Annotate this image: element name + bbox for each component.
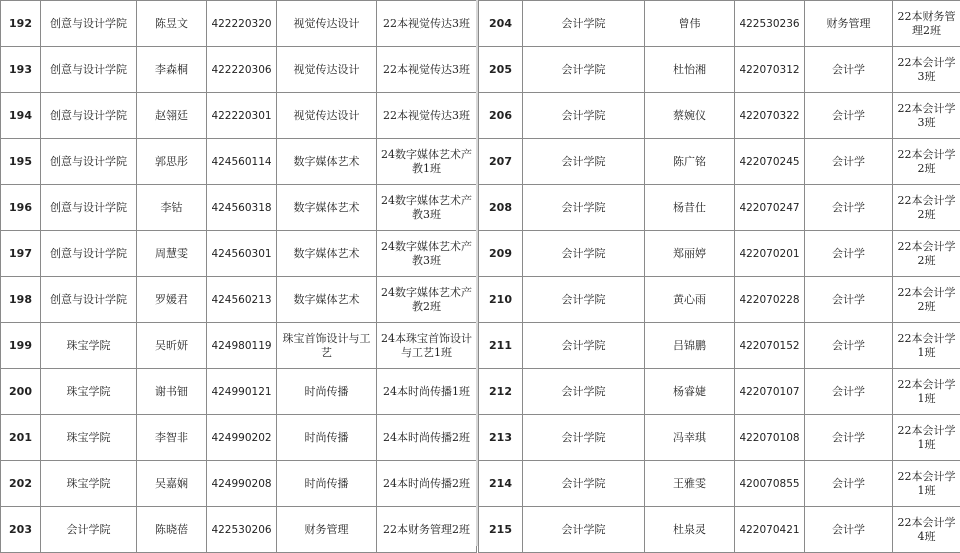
student-id-cell: 424990208 [207, 461, 277, 507]
student-id-cell: 422070152 [735, 323, 805, 369]
school-cell: 珠宝学院 [41, 415, 137, 461]
student-name-cell: 黄心雨 [645, 277, 735, 323]
student-id-cell: 422220320 [207, 1, 277, 47]
student-name-cell: 李智非 [137, 415, 207, 461]
major-cell: 会计学 [805, 507, 893, 553]
class-cell: 22本会计学1班 [893, 461, 960, 507]
row-number: 212 [479, 369, 523, 415]
student-id-cell: 422070245 [735, 139, 805, 185]
class-cell: 22本会计学1班 [893, 323, 960, 369]
school-cell: 会计学院 [523, 277, 645, 323]
row-number: 202 [1, 461, 41, 507]
row-number: 207 [479, 139, 523, 185]
row-number: 196 [1, 185, 41, 231]
class-cell: 22本会计学1班 [893, 369, 960, 415]
table-row [479, 415, 960, 461]
major-cell: 数字媒体艺术 [277, 277, 377, 323]
student-name-cell: 李森桐 [137, 47, 207, 93]
left-table-body [1, 1, 477, 553]
major-cell: 时尚传播 [277, 461, 377, 507]
major-cell: 视觉传达设计 [277, 47, 377, 93]
student-name-cell: 谢书钿 [137, 369, 207, 415]
student-id-cell: 422070107 [735, 369, 805, 415]
row-number: 209 [479, 231, 523, 277]
student-id-cell: 424560114 [207, 139, 277, 185]
row-number: 215 [479, 507, 523, 553]
major-cell: 会计学 [805, 461, 893, 507]
major-cell: 会计学 [805, 139, 893, 185]
table-row [479, 461, 960, 507]
class-cell: 22本视觉传达3班 [377, 47, 477, 93]
student-name-cell: 郑丽婷 [645, 231, 735, 277]
student-id-cell: 424560318 [207, 185, 277, 231]
school-cell: 会计学院 [523, 185, 645, 231]
school-cell: 珠宝学院 [41, 323, 137, 369]
major-cell: 会计学 [805, 369, 893, 415]
table-row [1, 231, 477, 277]
major-cell: 时尚传播 [277, 369, 377, 415]
student-name-cell: 杜怡湘 [645, 47, 735, 93]
class-cell: 24数字媒体艺术产教2班 [377, 277, 477, 323]
student-name-cell: 杨昔仕 [645, 185, 735, 231]
class-cell: 22本会计学3班 [893, 47, 960, 93]
right-table-body [479, 1, 960, 553]
student-name-cell: 王雅雯 [645, 461, 735, 507]
student-id-cell: 424560301 [207, 231, 277, 277]
row-number: 208 [479, 185, 523, 231]
table-row [1, 1, 477, 47]
student-name-cell: 曾伟 [645, 1, 735, 47]
row-number: 195 [1, 139, 41, 185]
class-cell: 22本财务管理2班 [893, 1, 960, 47]
class-cell: 22本会计学2班 [893, 277, 960, 323]
table-row [1, 185, 477, 231]
student-id-cell: 422070201 [735, 231, 805, 277]
student-name-cell: 陈广铭 [645, 139, 735, 185]
student-id-cell: 422220306 [207, 47, 277, 93]
student-id-cell: 422070421 [735, 507, 805, 553]
row-number: 214 [479, 461, 523, 507]
school-cell: 会计学院 [41, 507, 137, 553]
school-cell: 会计学院 [523, 47, 645, 93]
class-cell: 24本时尚传播2班 [377, 415, 477, 461]
table-row [479, 231, 960, 277]
class-cell: 24本时尚传播2班 [377, 461, 477, 507]
major-cell: 时尚传播 [277, 415, 377, 461]
student-id-cell: 424980119 [207, 323, 277, 369]
student-id-cell: 422070228 [735, 277, 805, 323]
major-cell: 会计学 [805, 231, 893, 277]
school-cell: 会计学院 [523, 507, 645, 553]
row-number: 210 [479, 277, 523, 323]
student-name-cell: 吕锦鹏 [645, 323, 735, 369]
major-cell: 视觉传达设计 [277, 93, 377, 139]
school-cell: 创意与设计学院 [41, 47, 137, 93]
student-id-cell: 424990121 [207, 369, 277, 415]
school-cell: 创意与设计学院 [41, 185, 137, 231]
row-number: 203 [1, 507, 41, 553]
student-name-cell: 杜泉灵 [645, 507, 735, 553]
class-cell: 24数字媒体艺术产教1班 [377, 139, 477, 185]
class-cell: 22本会计学3班 [893, 93, 960, 139]
class-cell: 22本会计学2班 [893, 139, 960, 185]
student-name-cell: 郭思彤 [137, 139, 207, 185]
student-id-cell: 422070322 [735, 93, 805, 139]
table-row [479, 1, 960, 47]
major-cell: 会计学 [805, 185, 893, 231]
school-cell: 珠宝学院 [41, 369, 137, 415]
table-row [1, 369, 477, 415]
school-cell: 创意与设计学院 [41, 1, 137, 47]
student-name-cell: 吴昕妍 [137, 323, 207, 369]
table-row [1, 47, 477, 93]
major-cell: 财务管理 [277, 507, 377, 553]
table-row [1, 323, 477, 369]
row-number: 206 [479, 93, 523, 139]
table-row [479, 277, 960, 323]
school-cell: 珠宝学院 [41, 461, 137, 507]
school-cell: 会计学院 [523, 415, 645, 461]
class-cell: 24数字媒体艺术产教3班 [377, 185, 477, 231]
school-cell: 创意与设计学院 [41, 231, 137, 277]
row-number: 211 [479, 323, 523, 369]
student-id-cell: 422070108 [735, 415, 805, 461]
class-cell: 22本会计学4班 [893, 507, 960, 553]
table-row [1, 93, 477, 139]
table-row [1, 277, 477, 323]
school-cell: 会计学院 [523, 1, 645, 47]
student-name-cell: 杨睿婕 [645, 369, 735, 415]
class-cell: 22本会计学2班 [893, 185, 960, 231]
class-cell: 22本视觉传达3班 [377, 93, 477, 139]
row-number: 194 [1, 93, 41, 139]
student-id-cell: 422220301 [207, 93, 277, 139]
row-number: 193 [1, 47, 41, 93]
class-cell: 24本珠宝首饰设计与工艺1班 [377, 323, 477, 369]
student-name-cell: 吴嘉娴 [137, 461, 207, 507]
major-cell: 财务管理 [805, 1, 893, 47]
row-number: 198 [1, 277, 41, 323]
class-cell: 22本会计学1班 [893, 415, 960, 461]
major-cell: 珠宝首饰设计与工艺 [277, 323, 377, 369]
major-cell: 会计学 [805, 277, 893, 323]
major-cell: 数字媒体艺术 [277, 185, 377, 231]
major-cell: 会计学 [805, 323, 893, 369]
class-cell: 22本财务管理2班 [377, 507, 477, 553]
row-number: 201 [1, 415, 41, 461]
class-cell: 22本视觉传达3班 [377, 1, 477, 47]
school-cell: 创意与设计学院 [41, 277, 137, 323]
student-name-cell: 陈昱文 [137, 1, 207, 47]
school-cell: 会计学院 [523, 139, 645, 185]
table-row [1, 415, 477, 461]
student-name-cell: 陈晓蓓 [137, 507, 207, 553]
table-row [479, 93, 960, 139]
major-cell: 数字媒体艺术 [277, 139, 377, 185]
student-name-cell: 李钴 [137, 185, 207, 231]
table-row [479, 323, 960, 369]
student-id-cell: 422070247 [735, 185, 805, 231]
major-cell: 视觉传达设计 [277, 1, 377, 47]
row-number: 213 [479, 415, 523, 461]
student-id-cell: 422530236 [735, 1, 805, 47]
student-name-cell: 周慧雯 [137, 231, 207, 277]
row-number: 199 [1, 323, 41, 369]
class-cell: 24本时尚传播1班 [377, 369, 477, 415]
major-cell: 会计学 [805, 93, 893, 139]
school-cell: 创意与设计学院 [41, 139, 137, 185]
table-row [479, 47, 960, 93]
school-cell: 会计学院 [523, 93, 645, 139]
table-row [479, 185, 960, 231]
right-student-table [478, 0, 960, 553]
table-row [479, 139, 960, 185]
school-cell: 会计学院 [523, 369, 645, 415]
table-row [479, 369, 960, 415]
school-cell: 会计学院 [523, 323, 645, 369]
left-student-table [0, 0, 477, 553]
table-row [1, 461, 477, 507]
row-number: 200 [1, 369, 41, 415]
row-number: 197 [1, 231, 41, 277]
row-number: 192 [1, 1, 41, 47]
school-cell: 会计学院 [523, 461, 645, 507]
student-id-cell: 424560213 [207, 277, 277, 323]
student-id-cell: 424990202 [207, 415, 277, 461]
student-id-cell: 422070312 [735, 47, 805, 93]
school-cell: 创意与设计学院 [41, 93, 137, 139]
major-cell: 数字媒体艺术 [277, 231, 377, 277]
row-number: 204 [479, 1, 523, 47]
student-name-cell: 罗媛君 [137, 277, 207, 323]
major-cell: 会计学 [805, 415, 893, 461]
student-name-cell: 蔡婉仪 [645, 93, 735, 139]
student-id-cell: 420070855 [735, 461, 805, 507]
school-cell: 会计学院 [523, 231, 645, 277]
student-name-cell: 赵翎廷 [137, 93, 207, 139]
class-cell: 22本会计学2班 [893, 231, 960, 277]
student-id-cell: 422530206 [207, 507, 277, 553]
table-row [1, 139, 477, 185]
row-number: 205 [479, 47, 523, 93]
student-name-cell: 冯幸琪 [645, 415, 735, 461]
major-cell: 会计学 [805, 47, 893, 93]
class-cell: 24数字媒体艺术产教3班 [377, 231, 477, 277]
